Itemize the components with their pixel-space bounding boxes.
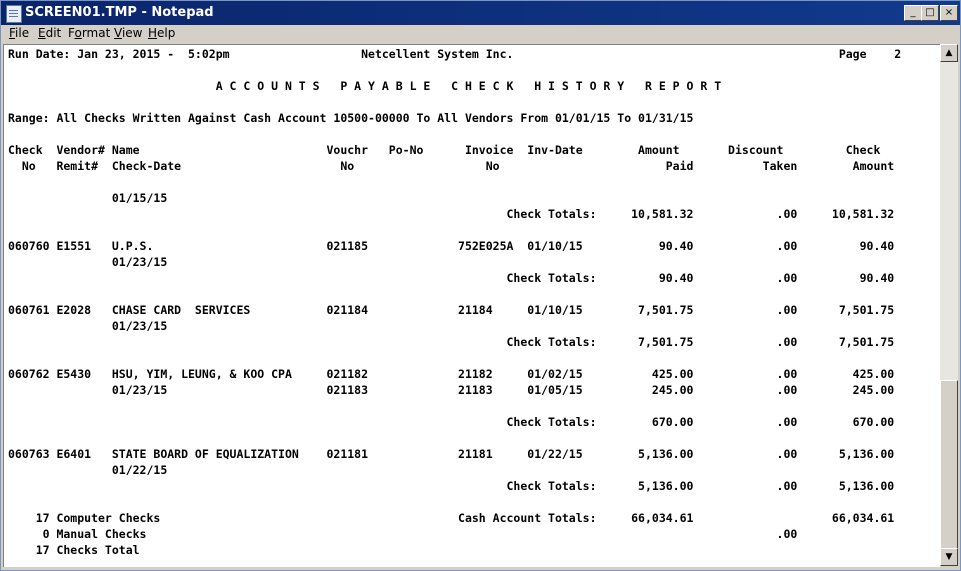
report-line: Check Totals: 670.00 .00 670.00 (8, 415, 895, 429)
scroll-up-button[interactable]: ▲ (940, 44, 958, 62)
close-button[interactable]: × (940, 5, 958, 21)
report-line: 060761 E2028 CHASE CARD SERVICES 021184 21184 01/10/15 7,501.75 .00 7,501.75 (8, 303, 895, 317)
scroll-down-button[interactable]: ▼ (940, 548, 958, 566)
report-line: Check Totals: 5,136.00 .00 5,136.00 (8, 479, 895, 493)
report-line: Check Totals: 90.40 .00 90.40 (8, 271, 895, 285)
report-line: 060763 E6401 STATE BOARD OF EQUALIZATION 021181 21181 01/22/15 5,136.00 .00 5,136.00 (8, 447, 895, 461)
notepad-icon[interactable] (6, 5, 22, 23)
minimize-button[interactable]: _ (904, 5, 922, 21)
report-line: 01/23/15 (8, 319, 168, 333)
text-editor-area[interactable] (3, 44, 940, 567)
menu-format[interactable]: Format (68, 26, 111, 40)
report-line: 01/23/15 021183 21183 01/05/15 245.00 .00 245.00 (8, 383, 895, 397)
menu-edit[interactable]: Edit (38, 26, 62, 40)
menu-help[interactable]: Help (148, 26, 176, 40)
report-line: Check Totals: 10,581.32 .00 10,581.32 (8, 207, 895, 221)
window-title: SCREEN01.TMP - Notepad (25, 5, 214, 20)
report-line: 01/22/15 (8, 463, 168, 477)
report-line: 060760 E1551 U.P.S. 021185 752E025A 01/10/15 90.40 .00 90.40 (8, 239, 895, 253)
report-line: A C C O U N T S P A Y A B L E C H E C K H I S T O R Y R E P O R T (8, 79, 722, 93)
scroll-thumb[interactable] (940, 380, 958, 550)
report-line: Range: All Checks Written Against Cash Account 10500-00000 To All Vendors From 01/01/15 To 01/31/15 (8, 111, 694, 125)
menu-bar (1, 25, 960, 43)
report-line: Check Vendor# Name Vouchr Po-No Invoice Inv-Date Amount Discount Check (8, 143, 881, 157)
report-line: No Remit# Check-Date No No Paid Taken Amount (8, 159, 895, 173)
menu-file[interactable]: File (9, 26, 30, 40)
report-line: 01/15/15 (8, 191, 168, 205)
report-line: Check Totals: 7,501.75 .00 7,501.75 (8, 335, 895, 349)
report-line: 17 Computer Checks Cash Account Totals: 66,034.61 66,034.61 (8, 511, 895, 525)
report-line: 060762 E5430 HSU, YIM, LEUNG, & KOO CPA 021182 21182 01/02/15 425.00 .00 425.00 (8, 367, 895, 381)
menu-view[interactable]: View (114, 26, 143, 40)
title-bar[interactable] (1, 1, 960, 25)
report-line: 0 Manual Checks .00 (8, 527, 798, 541)
vertical-scrollbar[interactable] (940, 44, 958, 566)
maximize-button[interactable]: □ (921, 5, 939, 21)
report-line: 17 Checks Total (8, 543, 140, 557)
report-line: 01/23/15 (8, 255, 168, 269)
report-line: Run Date: Jan 23, 2015 - 5:02pm Netcellent System Inc. Page 2 (8, 47, 902, 61)
